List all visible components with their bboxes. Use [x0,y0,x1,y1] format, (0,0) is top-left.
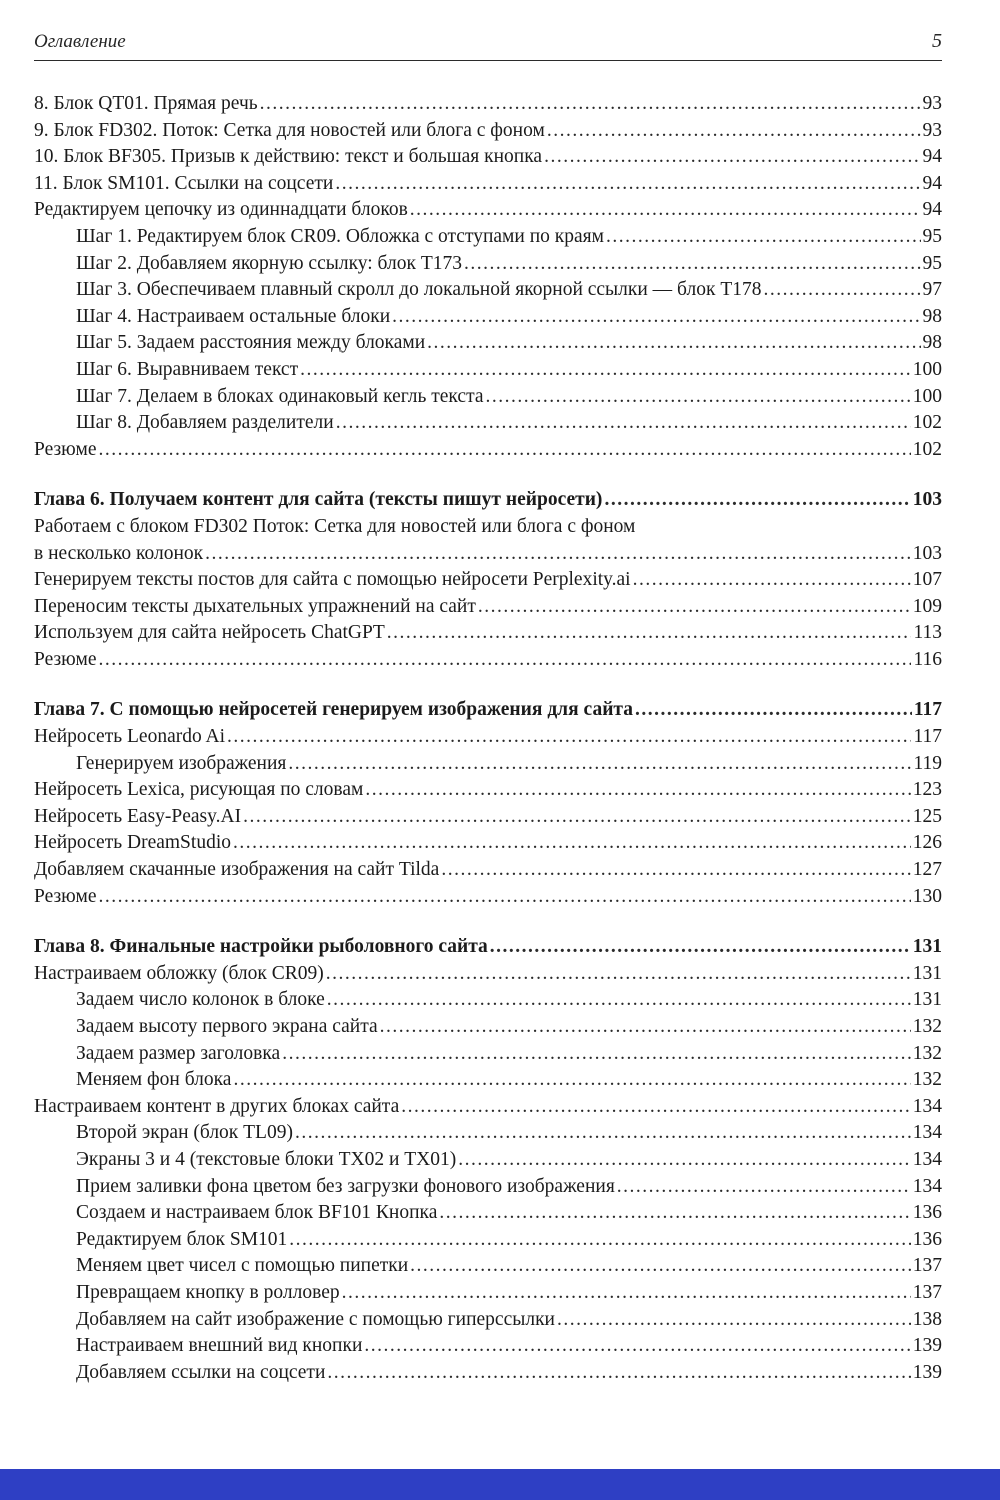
toc-page-number: 113 [913,622,942,644]
toc-leader [205,541,911,568]
toc-leader [410,1253,911,1280]
toc-leader [288,751,911,778]
toc-page-number: 126 [912,832,942,854]
toc-entry-text: Создаем и настраиваем блок BF101 Кнопка [76,1202,438,1224]
toc-entry [34,171,942,198]
toc-entry [34,144,942,171]
toc-entry-text: Глава 7. С помощью нейросетей генерируем изображения для сайта [34,699,633,721]
running-head [34,30,942,61]
toc-leader [557,1307,911,1334]
toc-entry-text: Резюме [34,648,97,670]
toc-list [34,91,942,1386]
toc-page-number: 137 [912,1255,942,1277]
toc-page-number: 132 [912,1042,942,1064]
toc-page-number: 97 [922,279,942,301]
toc-entry [34,1227,942,1254]
toc-page-number: 103 [912,542,942,564]
toc-page-number: 109 [912,595,942,617]
toc-leader [282,1041,911,1068]
toc-page-number: 103 [912,489,942,511]
toc-entry-text: Генерируем тексты постов для сайта с помощью нейросети Perplexity.ai [34,569,631,591]
toc-page-number: 100 [912,358,942,380]
toc-page-number: 139 [912,1335,942,1357]
toc-page-number: 94 [922,199,942,221]
toc-entry [34,1360,942,1387]
toc-entry [34,1147,942,1174]
toc-leader [617,1174,911,1201]
toc-page-number: 102 [912,412,942,434]
toc-entry-text: 11. Блок SM101. Ссылки на соцсети [34,172,334,194]
toc-page-number: 117 [913,699,942,721]
toc-leader [233,830,911,857]
toc-entry-text: Задаем размер заголовка [76,1042,281,1064]
toc-page-number: 134 [912,1175,942,1197]
toc-page-number: 107 [912,569,942,591]
toc-entry-text: 9. Блок FD302. Поток: Сетка для новостей или блога с фоном [34,119,545,141]
toc-page-number: 125 [912,805,942,827]
toc-entry [34,410,942,437]
toc-entry [34,567,942,594]
toc-entry-text: 8. Блок QT01. Прямая речь [34,93,258,114]
toc-page-number: 137 [912,1281,942,1303]
toc-entry [34,934,942,961]
toc-leader [99,437,911,464]
toc-page-number: 116 [913,648,942,670]
running-head-page-number: 5 [932,30,942,52]
toc-leader [327,987,911,1014]
toc-entry-text: Прием заливки фона цветом без загрузки фонового изображения [76,1175,615,1197]
toc-entry-text: Редактируем цепочку из одиннадцати блоков [34,199,408,221]
toc-page-number: 93 [922,93,942,114]
toc-entry [34,961,942,988]
toc-leader [439,1200,910,1227]
toc-entry [34,251,942,278]
footer-bar [0,1469,1000,1500]
toc-leader [544,144,920,171]
toc-leader [606,224,921,251]
toc-page-number: 123 [912,779,942,801]
toc-entry [34,724,942,751]
toc-entry-text: Задаем число колонок в блоке [76,989,325,1011]
toc-leader [365,777,910,804]
toc-entry-text: Добавляем на сайт изображение с помощью гиперссылки [76,1308,555,1330]
toc-leader [260,91,921,118]
toc-page-number: 134 [912,1095,942,1117]
toc-entry-text: Добавляем ссылки на соцсети [76,1361,326,1383]
toc-entry-text: Шаг 3. Обеспечиваем плавный скролл до локальной якорной ссылки — блок T178 [76,279,762,301]
toc-leader [490,934,911,961]
toc-leader [327,1360,910,1387]
toc-entry [34,987,942,1014]
toc-entry-text: Экраны 3 и 4 (текстовые блоки TX02 и TX01) [76,1148,457,1170]
toc-entry-text: Нейросеть Easy-Peasy.AI [34,805,242,827]
toc-leader [485,384,910,411]
toc-leader [342,1280,911,1307]
toc-entry-text: Добавляем скачанные изображения на сайт Tilda [34,859,440,881]
toc-leader [380,1014,911,1041]
toc-entry [34,751,942,778]
toc-leader [441,857,910,884]
toc-leader [478,594,911,621]
toc-entry [34,1174,942,1201]
toc-entry [34,830,942,857]
toc-page-number: 98 [922,332,942,354]
toc-entry [34,777,942,804]
toc-leader [392,304,920,331]
toc-page-number: 117 [913,726,942,748]
toc-entry [34,1253,942,1280]
toc-leader [763,277,920,304]
toc-entry-text: Генерируем изображения [76,752,287,774]
toc-page-number: 100 [912,385,942,407]
toc-entry [34,1041,942,1068]
toc-entry-text: Нейросеть Lexica, рисующая по словам [34,779,364,801]
toc-leader [410,197,921,224]
toc-leader [295,1120,911,1147]
toc-entry [34,1280,942,1307]
toc-entry-text: Шаг 4. Настраиваем остальные блоки [76,305,391,327]
toc-entry [34,91,942,118]
toc-leader [458,1147,910,1174]
toc-leader [547,118,921,145]
toc-leader [604,487,910,514]
toc-page-number: 134 [912,1148,942,1170]
toc-page-number: 131 [912,936,942,958]
toc-entry-text: Шаг 1. Редактируем блок CR09. Обложка с отступами по краям [76,225,604,247]
toc-page-number: 94 [922,146,942,168]
toc-leader [635,697,912,724]
toc-page-number: 139 [912,1361,942,1383]
toc-entry-text: Глава 6. Получаем контент для сайта (тексты пишут нейросети) [34,489,603,511]
toc-entry-text: Шаг 7. Делаем в блоках одинаковый кегль текста [76,385,484,407]
toc-entry [34,1067,942,1094]
toc-entry-text: Шаг 6. Выравниваем текст [76,358,299,380]
toc-page-number: 132 [912,1016,942,1037]
toc-entry [34,1014,942,1041]
toc-entry [34,697,942,724]
toc-entry-text: Переносим тексты дыхательных упражнений на сайт [34,595,476,617]
toc-page-number: 131 [912,962,942,984]
toc-entry-text: Работаем с блоком FD302 Поток: Сетка для новостей или блога с фоном [34,515,636,537]
toc-entry [34,224,942,251]
toc-entry-text: Шаг 8. Добавляем разделители [76,412,334,434]
toc-entry [34,487,942,514]
toc-page-number: 102 [912,438,942,460]
toc-page-number: 131 [912,989,942,1011]
toc-entry-text: в несколько колонок [34,542,204,564]
toc-entry-text: Шаг 5. Задаем расстояния между блоками [76,332,426,354]
toc-entry [34,330,942,357]
toc-entry-text: Нейросеть Leonardo Ai [34,726,226,748]
toc-entry-text: Шаг 2. Добавляем якорную ссылку: блок T173 [76,252,462,274]
toc-page-number: 138 [912,1308,942,1330]
toc-entry-text: Задаем высоту первого экрана сайта [76,1016,378,1037]
toc-entry [34,594,942,621]
toc-leader [233,1067,910,1094]
toc-entry [34,1120,942,1147]
toc-leader [99,647,912,674]
toc-leader [99,884,911,911]
toc-entry-text: Настраиваем внешний вид кнопки [76,1335,363,1357]
toc-entry [34,514,942,541]
toc-page-number: 95 [922,225,942,247]
toc-entry-text: Глава 8. Финальные настройки рыболовного сайта [34,936,488,958]
toc-entry-text: Второй экран (блок TL09) [76,1122,293,1144]
toc-leader [464,251,921,278]
toc-entry [34,1333,942,1360]
running-head-title: Оглавление [34,31,126,52]
toc-entry [34,197,942,224]
toc-entry-text: Нейросеть DreamStudio [34,832,231,854]
toc-leader [243,804,911,831]
toc-page-number: 136 [912,1228,942,1250]
toc-entry [34,620,942,647]
toc-entry [34,541,942,568]
toc-leader [326,961,911,988]
toc-leader [289,1227,910,1254]
toc-entry-text: Настраиваем контент в других блоках сайта [34,1095,400,1117]
toc-leader [335,171,920,198]
toc-entry [34,1307,942,1334]
toc-entry [34,857,942,884]
toc-leader [633,567,911,594]
toc-page-number: 95 [922,252,942,274]
toc-entry [34,804,942,831]
toc-leader [300,357,911,384]
toc-page-number: 130 [912,885,942,907]
toc-page-number: 134 [912,1122,942,1144]
toc-entry-text: Редактируем блок SM101 [76,1228,288,1250]
toc-entry-text: Резюме [34,438,97,460]
toc-entry [34,357,942,384]
toc-entry [34,384,942,411]
toc-leader [427,330,920,357]
toc-entry-text: 10. Блок BF305. Призыв к действию: текст и большая кнопка [34,146,543,168]
toc-entry-text: Резюме [34,885,97,907]
toc-entry [34,1094,942,1121]
toc-leader [336,410,911,437]
toc-entry-text: Используем для сайта нейросеть ChatGPT [34,622,385,644]
toc-entry-text: Превращаем кнопку в ролловер [76,1281,340,1303]
toc-entry [34,437,942,464]
toc-entry-text: Меняем фон блока [76,1069,232,1091]
toc-entry [34,277,942,304]
toc-page-number: 127 [912,859,942,881]
toc-entry-text: Настраиваем обложку (блок CR09) [34,962,324,984]
toc-leader [227,724,911,751]
toc-entry [34,884,942,911]
toc-page-number: 119 [913,752,942,774]
toc-leader [387,620,912,647]
toc-leader [401,1094,911,1121]
toc-entry-text: Меняем цвет чисел с помощью пипетки [76,1255,409,1277]
toc-entry [34,647,942,674]
toc-page-number: 93 [922,119,942,141]
toc-page-number: 94 [922,172,942,194]
toc-page-number: 132 [912,1069,942,1091]
toc-entry [34,1200,942,1227]
toc-page-number: 136 [912,1202,942,1224]
toc-entry [34,304,942,331]
toc-page-number: 98 [922,305,942,327]
toc-leader [364,1333,910,1360]
toc-entry [34,118,942,145]
